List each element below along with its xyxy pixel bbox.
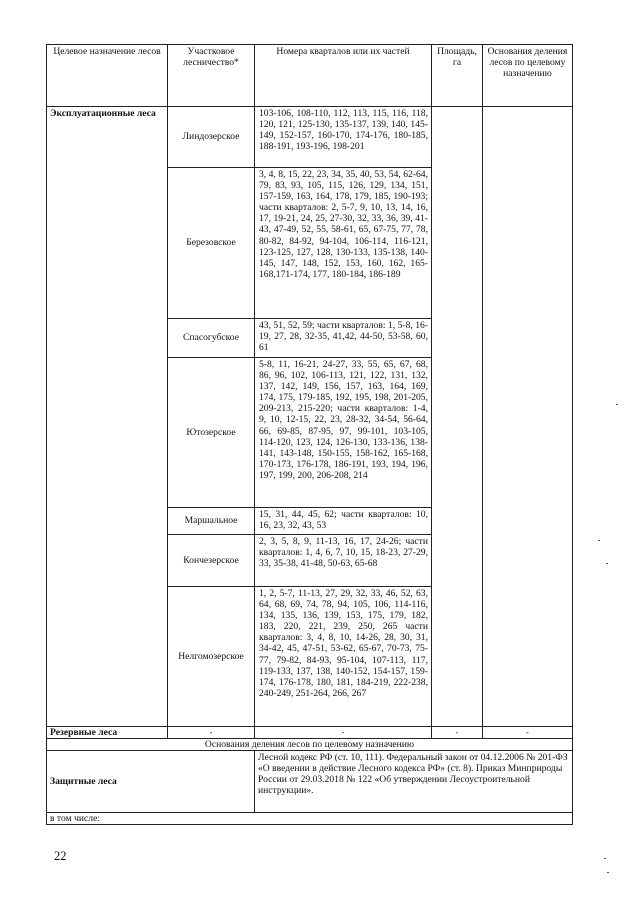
scan-speck bbox=[606, 563, 608, 564]
quarter-numbers: 15, 31, 44, 45, 62; части кварталов: 10, 16, 23, 32, 43, 53 bbox=[255, 508, 432, 535]
header-purpose: Целевое назначение лесов bbox=[47, 45, 168, 107]
table-header-row bbox=[47, 45, 573, 107]
quarter-numbers: 103-106, 108-110, 112, 113, 115, 116, 118, 120, 121, 125-130, 135-137, 139, 140, 145-149, 152-157, 160-170, 174-176, 180-185, 188-191, 193-196, 198-201 bbox=[255, 107, 432, 168]
basis-subheader: Основания деления лесов по целевому назначению bbox=[47, 739, 573, 751]
reserve-area-dash: - bbox=[432, 727, 483, 739]
quarter-numbers: 3, 4, 8, 15, 22, 23, 34, 35, 40, 53, 54, 62-64, 79, 83, 93, 105, 115, 126, 129, 134, 151, 157-159, 163, 164, 178, 179, 185, 190-193; части кварталов: 2, 5-7, 9, 10, 13, 14, 16, 17, 19-21, 24, 25, 27-30, 32, 33, 36, 39, 41-43, 47-49, 52, 55, 58-61, 65, 67-75, 77, 78, 80-82, 84-92, 94-104, 106-114, 116-121, 123-125, 127, 128, 130-133, 135-138, 140-145, 147, 148, 152, 153, 160, 162, 165-168,171-174, 177, 180-184, 186-189 bbox=[255, 168, 432, 319]
basis-cell bbox=[483, 107, 573, 727]
header-quarters: Номера кварталов или их частей bbox=[255, 45, 432, 107]
header-basis: Основания деления лесов по целевому назначению bbox=[483, 45, 573, 107]
forest-purpose-table bbox=[46, 44, 573, 825]
protective-forest-label: Защитные леса bbox=[47, 751, 255, 813]
district-name: Березовское bbox=[168, 168, 255, 319]
district-name: Линдозерское bbox=[168, 107, 255, 168]
area-cell bbox=[432, 107, 483, 727]
quarter-numbers: 2, 3, 5, 8, 9, 11-13, 16, 17, 24-26; части кварталов: 1, 4, 6, 7, 10, 15, 18-23, 27-29, 33, 35-38, 41-48, 50-63, 65-68 bbox=[255, 535, 432, 587]
district-name: Нелгомозерское bbox=[168, 587, 255, 727]
quarter-numbers: 43, 51, 52, 59; части кварталов: 1, 5-8, 16-19, 27, 28, 32-35, 41,42, 44-50, 53-58, 60, 61 bbox=[255, 319, 432, 358]
subheader-row bbox=[47, 739, 573, 751]
district-name: Спасогубское bbox=[168, 319, 255, 358]
table-row bbox=[47, 107, 573, 168]
scan-speck bbox=[598, 540, 600, 541]
header-district: Участковое лесничество* bbox=[168, 45, 255, 107]
reserve-district-dash: - bbox=[168, 727, 255, 739]
district-name: Ютозерское bbox=[168, 358, 255, 508]
district-name: Маршальное bbox=[168, 508, 255, 535]
header-area: Площадь, га bbox=[432, 45, 483, 107]
page-number: 22 bbox=[54, 849, 67, 863]
exploitation-forest-label: Эксплуатационные леса bbox=[47, 107, 168, 727]
including-row bbox=[47, 813, 573, 825]
reserve-quarters-dash: - bbox=[255, 727, 432, 739]
reserve-basis-dash: - bbox=[483, 727, 573, 739]
district-name: Кончезерское bbox=[168, 535, 255, 587]
reserve-forest-label: Резервные леса bbox=[47, 727, 168, 739]
protective-forest-row bbox=[47, 751, 573, 813]
scan-speck bbox=[604, 858, 606, 859]
quarter-numbers: 5-8, 11, 16-21, 24-27, 33, 55, 65, 67, 68, 86, 96, 102, 106-113, 121, 122, 131, 132, 137, 142, 149, 156, 157, 163, 164, 169, 174, 175, 179-185, 192, 195, 198, 201-205, 209-213, 215-220; части кварталов: 1-4, 9, 10, 12-15, 22, 23, 28-32, 34-54, 56-64, 66, 69-85, 87-95, 97, 99-101, 103-105, 114-120, 123, 124, 126-130, 133-136, 138-141, 143-148, 150-155, 158-162, 165-168, 170-173, 176-178, 186-191, 193, 194, 196, 197, 199, 200, 206-208, 214 bbox=[255, 358, 432, 508]
scan-speck bbox=[616, 404, 618, 405]
quarter-numbers: 1, 2, 5-7, 11-13, 27, 29, 32, 33, 46, 52, 63, 64, 68, 69, 74, 78, 94, 105, 106, 114-116, 134, 135, 136, 139, 153, 175, 179, 182, 183, 220, 221, 239, 250, 265 части кварталов: 3, 4, 8, 10, 14-26, 28, 30, 31, 34-42, 45, 47-51, 53-62, 65-67, 70-73, 75-77, 79-82, 84-93, 95-104, 107-113, 117, 119-133, 137, 138, 140-152, 154-157, 159-174, 176-178, 180, 181, 184-219, 222-238, 240-249, 251-264, 266, 267 bbox=[255, 587, 432, 727]
protective-forest-basis: Лесной кодекс РФ (ст. 10, 111). Федеральный закон от 04.12.2006 № 201-ФЗ «О введении в действие Лесного кодекса РФ» (ст. 8). Приказ Минприроды России от 29.03.2018 № 122 «Об утверждении Лесоустроительной инструкции». bbox=[255, 751, 573, 813]
reserve-forest-row bbox=[47, 727, 573, 739]
scan-speck bbox=[607, 872, 609, 873]
including-label: в том числе: bbox=[47, 813, 573, 825]
